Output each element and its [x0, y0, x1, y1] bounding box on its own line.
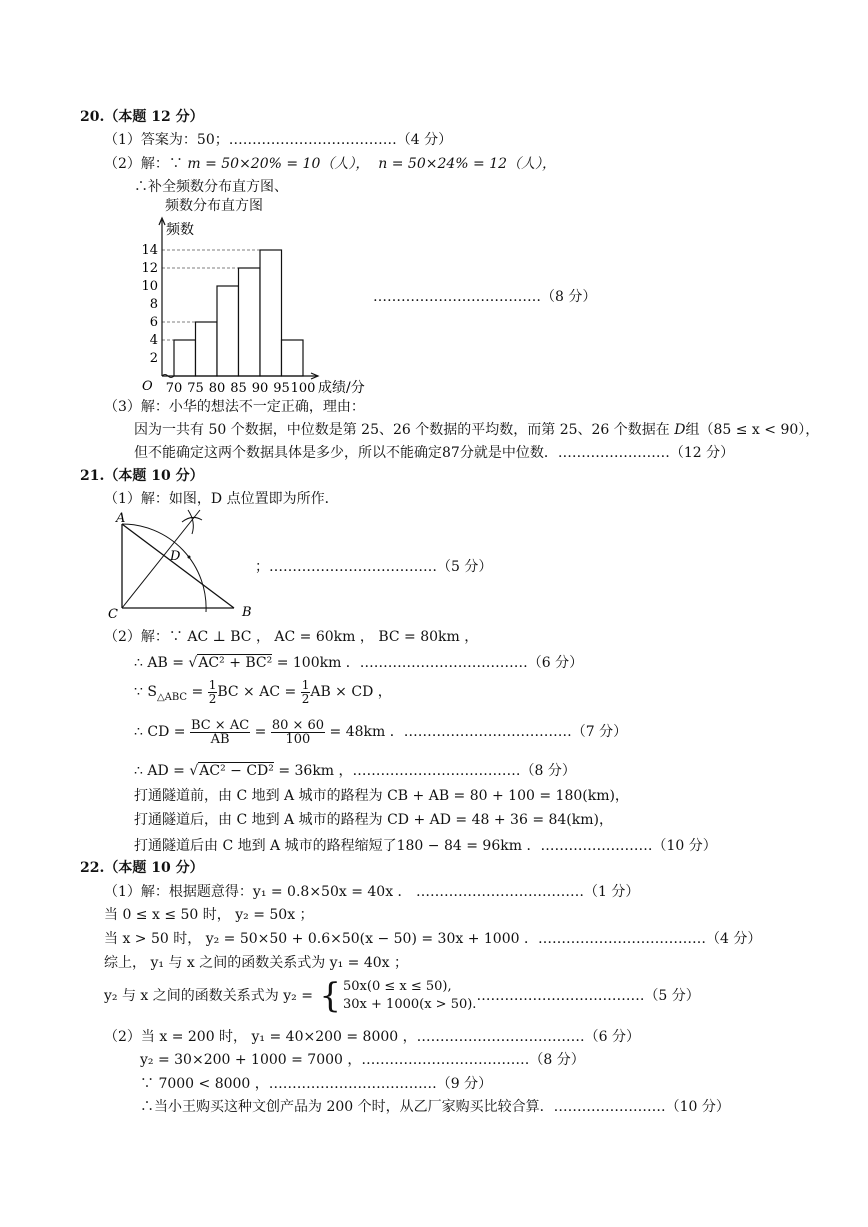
q22-line3: 当 x > 50 时， y₂ = 50×50 + 0.6×50(x − 50) = 30x + 1000 ．………………………………（4 分） — [104, 931, 762, 947]
bar-80 — [217, 286, 239, 376]
side-ab — [122, 524, 234, 608]
q21-part2: （2）解：∵ AC ⊥ BC ， AC = 60km ， BC = 80km ， — [104, 629, 479, 645]
q22-line6: （2）当 x = 200 时， y₁ = 40×200 = 8000 ，………………………………（6 分） — [104, 1029, 640, 1045]
y-tick-12: 12 — [141, 261, 158, 276]
x-tick-100: 100 — [290, 381, 316, 396]
q20-part3: （3）解：小华的想法不一定正确，理由： — [104, 399, 365, 415]
y-tick-8: 8 — [149, 297, 158, 312]
q20-part2-score: ………………………………（8 分） — [373, 289, 597, 305]
q21-part1-score: ；………………………………（5 分） — [255, 559, 493, 575]
label-d: D — [170, 549, 181, 564]
q20-heading: 20.（本题 12 分） — [80, 109, 204, 125]
q21-ab-line: ∴ AB = √AC² + BC² = 100km ．………………………………（6 分） — [134, 655, 584, 671]
x-axis-label: 成绩/分 — [318, 380, 365, 396]
x-tick-90: 90 — [251, 381, 269, 396]
point-d — [188, 556, 191, 559]
q20-part1: （1）答案为：50；………………………………（4 分） — [104, 132, 453, 148]
y-tick-4: 4 — [149, 333, 158, 348]
chart-title: 频数分布直方图 — [165, 198, 263, 214]
histogram-chart — [120, 216, 390, 396]
q22-line4: 综上， y₁ 与 x 之间的函数关系式为 y₁ = 40x ； — [104, 955, 408, 971]
q22-line9: ∴当小王购买这种文创产品为 200 个时，从乙厂家购买比较合算．……………………（10 分） — [140, 1099, 730, 1115]
q21-after-tunnel: 打通隧道后，由 C 地到 A 城市的路程为 CD + AD = 48 + 36 = 84(km)， — [134, 812, 613, 828]
label-b: B — [242, 605, 252, 620]
x-tick-95: 95 — [273, 381, 290, 396]
q22-line5: y₂ 与 x 之间的函数关系式为 y₂ = { 50x(0 ≤ x ≤ 50), 30x + 1000(x > 50). ………………………………（5 分） — [104, 976, 700, 1016]
q21-part1: （1）解：如图，D 点位置即为所作． — [104, 491, 339, 507]
q21-reduction: 打通隧道后由 C 地到 A 城市的路程缩短了180 − 84 = 96km ．……………………（10 分） — [134, 838, 717, 854]
q22-line8: ∵ 7000 < 8000 ，………………………………（9 分） — [140, 1076, 493, 1092]
bar-95 — [282, 340, 304, 376]
q22-line1: （1）解：根据题意得：y₁ = 0.8×50x = 40x ． ………………………………（1 分） — [104, 884, 640, 900]
q21-ad-line: ∴ AD = √AC² − CD² = 36km ，………………………………（8 分） — [134, 763, 576, 779]
origin-label: O — [142, 379, 153, 394]
x-tick-85: 85 — [230, 381, 247, 396]
y-tick-2: 2 — [149, 351, 158, 366]
y-tick-10: 10 — [141, 279, 158, 294]
y-axis-label: 频数 — [166, 222, 194, 238]
q22-line2: 当 0 ≤ x ≤ 50 时， y₂ = 50x ； — [104, 907, 314, 923]
q21-area-line: ∵ $S_{\triangle ABC}$ = $\frac{1}{2}$ BC × AC = $\frac{1}{2}$ AB × CD ， — [134, 677, 392, 706]
x-tick-75: 75 — [187, 381, 204, 396]
q22-line7: y₂ = 30×200 + 1000 = 7000 ，………………………………（8 分） — [140, 1052, 585, 1068]
q21-heading: 21.（本题 10 分） — [80, 468, 204, 484]
x-tick-80: 80 — [208, 381, 226, 396]
q21-before-tunnel: 打通隧道前，由 C 地到 A 城市的路程为 CB + AB = 80 + 100 = 180(km)， — [134, 788, 629, 804]
bar-75 — [196, 322, 218, 376]
label-c: C — [108, 607, 118, 622]
triangle-figure — [104, 508, 264, 623]
label-a: A — [116, 511, 126, 526]
x-tick-70: 70 — [165, 381, 183, 396]
q20-part3-line3: 但不能确定这两个数据具体是多少，所以不能确定87分就是中位数．……………………（12 分） — [134, 445, 735, 461]
bar-90 — [260, 250, 282, 376]
q21-cd-line: ∴ CD = $\frac{BC \times AC}{AB}$ = $\frac{80 \times 60}{100}$ = 48km ．………………………………（7 分） — [134, 717, 628, 747]
bar-70 — [174, 340, 196, 376]
bar-85 — [239, 268, 261, 376]
q20-part2: （2）解：∵ m = 50×20% = 10（人）， n = 50×24% = 12（人）， — [104, 156, 557, 172]
y-tick-14: 14 — [141, 243, 158, 258]
q22-heading: 22.（本题 10 分） — [80, 860, 204, 876]
y-tick-6: 6 — [149, 315, 158, 330]
q20-part3-line2: 因为一共有 50 个数据，中位数是第 25、26 个数据的平均数，而第 25、26 个数据在 D组（85 ≤ x < 90）， — [134, 422, 820, 438]
q20-part2-line2: ∴补全频数分布直方图、 — [134, 179, 288, 195]
compass-arc — [122, 524, 206, 612]
